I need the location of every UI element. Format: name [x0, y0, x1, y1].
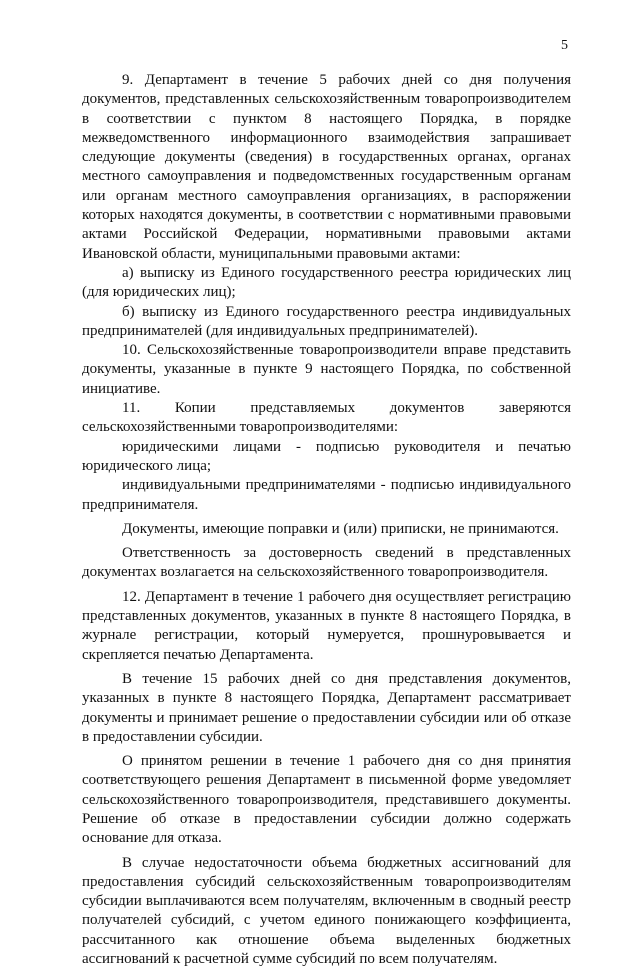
paragraph-responsibility: Ответственность за достоверность сведений в представленных документах возлагается на сельскохозяйственного товаропроизводителя. — [82, 545, 571, 581]
paragraph-11-entrepreneurs: индивидуальными предпринимателями - подписью индивидуального предпринимателя. — [82, 477, 571, 513]
paragraph-11: 11. Копии представляемых документов заверяются сельскохозяйственными товаропроизводителями: — [82, 400, 571, 436]
paragraph-9: 9. Департамент в течение 5 рабочих дней со дня получения документов, представленных сельскохозяйственным товаропроизводителем в соответствии с пунктом 8 настоящего Порядка, в порядке межведомственного информационного взаимодействия запрашивает следующие документы (сведения) в государственных органах, органах местного самоуправления и подведомственных государственным органам или органам местного самоуправления организациях, в распоряжении которых находятся документы, в соответствии с нормативными правовыми актами Российской Федерации, нормативными правовыми актами Ивановской области, муниципальными правовыми актами: — [82, 72, 571, 262]
paragraph-9b: б) выписку из Единого государственного реестра индивидуальных предпринимателей (для индивидуальных предпринимателей). — [82, 303, 571, 339]
paragraph-amendments: Документы, имеющие поправки и (или) приписки, не принимаются. — [122, 520, 559, 537]
document-body — [82, 71, 571, 969]
paragraph-10: 10. Сельскохозяйственные товаропроизводители вправе представить документы, указанные в пункте 9 настоящего Порядка, по собственной инициативе. — [82, 342, 571, 397]
page-number: 5 — [561, 38, 568, 53]
paragraph-insufficient-funds: В случае недостаточности объема бюджетных ассигнований для предоставления субсидий сельскохозяйственным товаропроизводителям субсидии выплачиваются всем получателям, включенным в сводный реестр получателей субсидий, с учетом единого понижающего коэффициента, рассчитанного как отношение объема выделенных бюджетных ассигнований к расчетной сумме субсидий по всем получателям. — [82, 854, 571, 968]
paragraph-notification: О принятом решении в течение 1 рабочего дня со дня принятия соответствующего решения Департамент в письменной форме уведомляет сельскохозяйственного товаропроизводителя, представившего документы. Решение об отказе в предоставлении субсидии должно содержать основание для отказа. — [82, 753, 571, 847]
paragraph-9a: а) выписку из Единого государственного реестра юридических лиц (для юридических лиц); — [82, 264, 571, 301]
paragraph-12: 12. Департамент в течение 1 рабочего дня осуществляет регистрацию представленных документов, указанных в пункте 8 настоящего Порядка, в журнале регистрации, который нумеруется, прошнуровывается и скрепляется печатью Департамента. — [82, 588, 571, 663]
paragraph-review-period: В течение 15 рабочих дней со дня представления документов, указанных в пункте 8 настоящего Порядка, Департамент рассматривает документы и принимает решение о предоставлении субсидии или об отказе в предоставлении субсидии. — [82, 670, 571, 745]
paragraph-11-legal-entities: юридическими лицами - подписью руководителя и печатью юридического лица; — [82, 438, 571, 474]
